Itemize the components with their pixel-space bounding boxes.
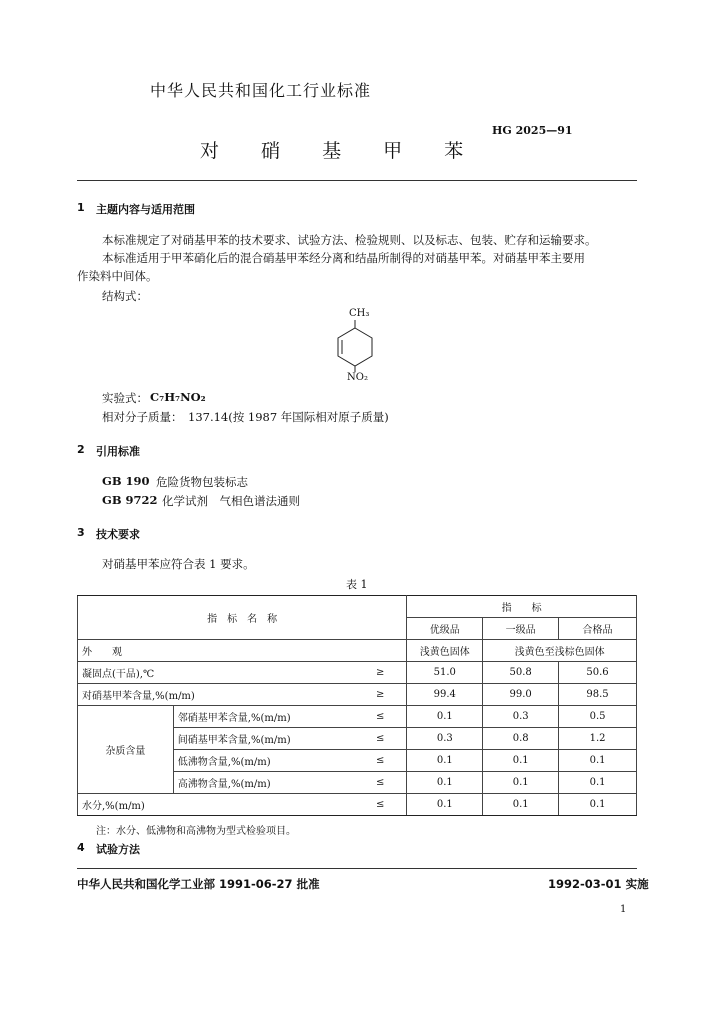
- page-number: 1: [620, 904, 627, 915]
- row-label: 低沸物含量,%(m/m): [173, 750, 369, 772]
- cell-value: 1.2: [559, 728, 637, 750]
- benzene-ring-structure: [330, 320, 380, 372]
- formula-value: C₇H₇NO₂: [150, 390, 206, 404]
- cell-value: 0.1: [483, 772, 559, 794]
- grade-header: 合格品: [559, 618, 637, 640]
- spec-table: [77, 595, 637, 816]
- grade-header: 一级品: [483, 618, 559, 640]
- comparison-symbol: ≤: [369, 750, 407, 772]
- table-row: [78, 706, 637, 728]
- cell-value: 0.1: [407, 794, 483, 816]
- structure-ch3-label: CH₃: [349, 308, 370, 319]
- section-3-heading: 技术要求: [96, 528, 140, 541]
- comparison-symbol: ≥: [369, 684, 407, 706]
- table-row: [78, 662, 637, 684]
- cell-value: 0.8: [483, 728, 559, 750]
- cell-value: 0.1: [483, 750, 559, 772]
- impurity-group-label: 杂质含量: [78, 706, 174, 794]
- cell-value: 99.0: [483, 684, 559, 706]
- cell-value: 0.5: [559, 706, 637, 728]
- cell-value: 98.5: [559, 684, 637, 706]
- cell-value: 0.1: [483, 794, 559, 816]
- comparison-symbol: ≤: [369, 772, 407, 794]
- structure-no2-label: NO₂: [347, 372, 368, 383]
- table-row: [78, 794, 637, 816]
- table-note: 注：水分、低沸物和高沸物为型式检验项目。: [96, 826, 296, 837]
- standard-body-title: 中华人民共和国化工行业标准: [150, 81, 372, 100]
- row-label: 凝固点(干品),℃: [78, 662, 369, 684]
- table-caption: 表 1: [346, 578, 368, 591]
- section-1-paragraph-2a: 本标准适用于甲苯硝化后的混合硝基甲苯经分离和结晶所制得的对硝基甲苯。对硝基甲苯主要用: [102, 251, 585, 265]
- comparison-symbol: ≤: [369, 728, 407, 750]
- cell-value: 0.1: [407, 706, 483, 728]
- row-label: 水分,%(m/m): [78, 794, 369, 816]
- table-row: [78, 684, 637, 706]
- section-3-paragraph: 对硝基甲苯应符合表 1 要求。: [102, 557, 255, 571]
- row-label: 外 观: [78, 640, 407, 662]
- row-label: 对硝基甲苯含量,%(m/m): [78, 684, 369, 706]
- cell-value: 0.3: [483, 706, 559, 728]
- cell-value: 0.1: [407, 772, 483, 794]
- column-header-index: 指 标: [407, 596, 637, 618]
- comparison-symbol: ≤: [369, 706, 407, 728]
- document-code: HG 2025—91: [492, 124, 573, 137]
- section-1-heading: 主题内容与适用范围: [96, 203, 195, 216]
- approval-statement: 中华人民共和国化学工业部 1991-06-27 批准: [77, 877, 320, 891]
- section-2-heading: 引用标准: [96, 445, 140, 458]
- reference-code: GB 190: [102, 474, 150, 488]
- cell-value: 50.8: [483, 662, 559, 684]
- column-header-name: 指 标 名 称: [78, 596, 407, 640]
- molecular-mass-label: 相对分子质量：: [102, 410, 183, 424]
- comparison-symbol: ≤: [369, 794, 407, 816]
- comparison-symbol: ≥: [369, 662, 407, 684]
- row-label: 邻硝基甲苯含量,%(m/m): [173, 706, 369, 728]
- grade-header: 优级品: [407, 618, 483, 640]
- section-4-heading: 试验方法: [96, 843, 140, 856]
- header-divider: [77, 180, 637, 181]
- table-header-row: [78, 596, 637, 618]
- cell-value: 0.1: [407, 750, 483, 772]
- section-1-paragraph-1: 本标准规定了对硝基甲苯的技术要求、试验方法、检验规则、以及标志、包装、贮存和运输要求。: [102, 233, 597, 247]
- section-1-paragraph-2b: 作染料中间体。: [77, 269, 158, 283]
- reference-code: GB 9722: [102, 493, 158, 507]
- cell-value: 99.4: [407, 684, 483, 706]
- document-title: 对 硝 基 甲 苯: [200, 140, 482, 162]
- cell-value: 50.6: [559, 662, 637, 684]
- reference-title: 危险货物包装标志: [156, 475, 248, 489]
- cell-value: 51.0: [407, 662, 483, 684]
- cell-value: 浅黄色固体: [407, 640, 483, 662]
- row-label: 间硝基甲苯含量,%(m/m): [173, 728, 369, 750]
- table-row: [78, 640, 637, 662]
- section-4-number: 4: [77, 841, 85, 854]
- effective-date: 1992-03-01 实施: [548, 877, 649, 891]
- row-label: 高沸物含量,%(m/m): [173, 772, 369, 794]
- cell-value: 0.1: [559, 750, 637, 772]
- structure-label: 结构式：: [102, 289, 148, 303]
- cell-value: 浅黄色至浅棕色固体: [483, 640, 637, 662]
- reference-title: 化学试剂 气相色谱法通则: [162, 494, 300, 508]
- section-2-number: 2: [77, 443, 85, 456]
- cell-value: 0.1: [559, 794, 637, 816]
- cell-value: 0.1: [559, 772, 637, 794]
- section-1-number: 1: [77, 201, 85, 214]
- cell-value: 0.3: [407, 728, 483, 750]
- molecular-mass-value: 137.14(按 1987 年国际相对原子质量): [188, 410, 389, 424]
- footer-divider: [77, 868, 637, 869]
- formula-label: 实验式：: [102, 391, 148, 405]
- section-3-number: 3: [77, 526, 85, 539]
